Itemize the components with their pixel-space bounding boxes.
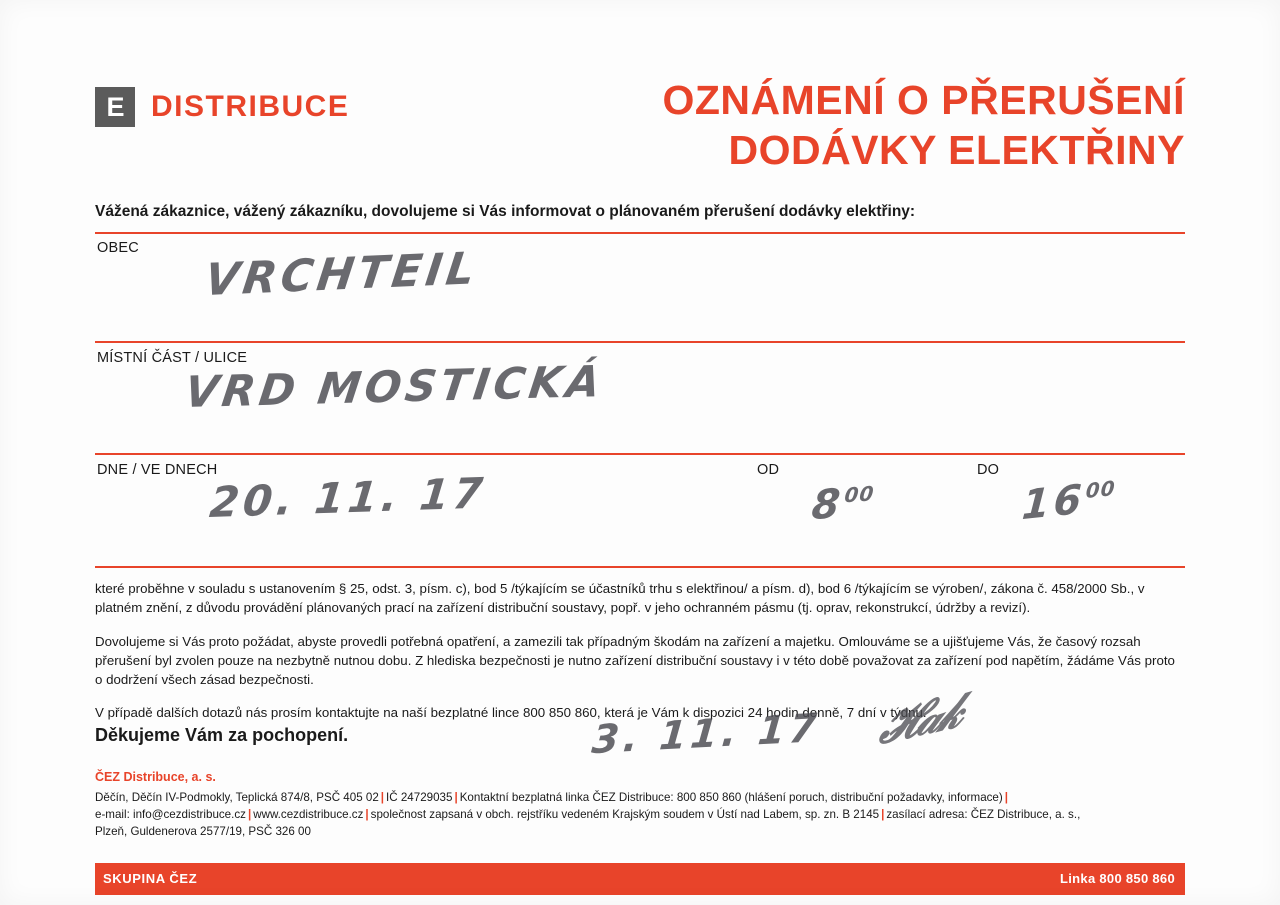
value-obec-handwritten: VRCHTEIL [201, 242, 482, 307]
footer-mailing-address: zasílací adresa: ČEZ Distribuce, a. s., [886, 808, 1081, 822]
value-do-hour: 16 [1020, 476, 1087, 530]
divider-top [95, 232, 1185, 234]
label-ulice: MÍSTNÍ ČÁST / ULICE [97, 350, 248, 366]
footer-hotline: Kontaktní bezplatná linka ČEZ Distribuce: 800 850 860 (hlášení poruch, distribuční požadavky, informace) [459, 791, 1003, 804]
value-dne-handwritten: 20. 11. 17 [207, 468, 489, 528]
label-dne: DNE / VE DNECH [97, 462, 218, 478]
separator-icon: | [365, 808, 369, 822]
body-paragraph-3: V případě dalších dotazů nás prosím kontaktujte na naší bezplatné lince 800 850 860, která je Vám k dispozici 24 hodin denně, 7 dní v týdnu. [95, 705, 927, 721]
footer-line-1 [95, 789, 1185, 806]
cez-logo-icon: E [95, 87, 135, 127]
document-header [95, 75, 1185, 195]
footer-website[interactable]: www.cezdistribuce.cz [253, 808, 364, 822]
signature-date-handwritten: 3. 11. 17 [590, 705, 823, 764]
cez-logo [95, 87, 349, 127]
label-do: DO [977, 462, 1000, 478]
footer-line-2 [95, 806, 1185, 823]
page-title-line-2: DODÁVKY ELEKTŘINY [728, 127, 1185, 174]
intro-paragraph: Vážená zákaznice, vážený zákazníku, dovolujeme si Vás informovat o plánovaném přerušení dodávky elektřiny: [95, 203, 916, 220]
footer-details [95, 789, 1185, 840]
separator-icon: | [454, 791, 458, 804]
footer-company-name: ČEZ Distribuce, a. s. [95, 770, 216, 784]
footer-ico: IČ 24729035 [386, 791, 453, 804]
value-do-handwritten [1020, 473, 1116, 529]
value-od-handwritten [810, 478, 876, 529]
footer-registration: společnost zapsaná v obch. rejstříku vedeném Krajským soudem v Ústí nad Labem, sp. zn. B 2145 [370, 808, 880, 822]
divider-ulice [95, 453, 1185, 455]
page-title [662, 75, 1185, 175]
body-paragraph-1: které proběhne v souladu s ustanovením § 25, odst. 3, písm. c), bod 5 /týkajícím se účastníků trhu s elektřinou/ a písm. d), bod 6 /týkajícím se výroben/, zákona č. 458/2000 Sb., v platném znění, z důvodu provádění plánovaných prací na zařízení distribuční soustavy, popř. v jeho ochranném pásmu (tj. oprav, rekonstrukcí, údržby a revizí). [95, 581, 1145, 615]
footer-bar [95, 863, 1185, 895]
separator-icon: | [380, 791, 385, 804]
footer-address: Děčín, Děčín IV-Podmokly, Teplická 874/8, PSČ 405 02 [95, 791, 379, 804]
footer-bar-hotline: Linka 800 850 860 [1060, 871, 1175, 886]
divider-obec [95, 341, 1185, 343]
separator-icon: | [247, 808, 252, 822]
label-od: OD [757, 462, 780, 478]
separator-icon: | [881, 808, 885, 822]
value-od-hour: 8 [809, 480, 847, 530]
value-do-minutes: 00 [1085, 475, 1117, 504]
label-obec: OBEC [97, 240, 139, 256]
signature-mark-handwritten: 𝓗𝒶𝓀 [877, 681, 964, 756]
logo-wordmark: DISTRIBUCE [151, 90, 350, 123]
body-paragraph-2: Dovolujeme si Vás proto požádat, abyste provedli potřebná opatření, a zamezili tak případným škodám na zařízení a majetku. Omlouváme se a ujišťujeme Vás, že časový rozsah přerušení byl zvolen pouze na nezbytně nutnou dobu. Z hlediska bezpečnosti je nutno zařízení distribuční soustavy i v této době považovat za zařízení pod napětím, žádáme Vás proto o dodržení všech zásad bezpečnosti. [95, 633, 1175, 687]
footer-line-3: Plzeň, Guldenerova 2577/19, PSČ 326 00 [95, 825, 311, 839]
footer-bar-brand: SKUPINA ČEZ [103, 871, 198, 886]
divider-dne [95, 566, 1185, 568]
separator-icon: | [1004, 791, 1008, 804]
value-ulice-handwritten: VRD MOSTICKÁ [181, 356, 608, 419]
footer-email[interactable]: e-mail: info@cezdistribuce.cz [95, 808, 246, 822]
value-od-minutes: 00 [843, 481, 876, 508]
page-title-line-1: OZNÁMENÍ O PŘERUŠENÍ [662, 77, 1185, 123]
thanks-line: Děkujeme Vám za pochopení. [95, 725, 349, 745]
